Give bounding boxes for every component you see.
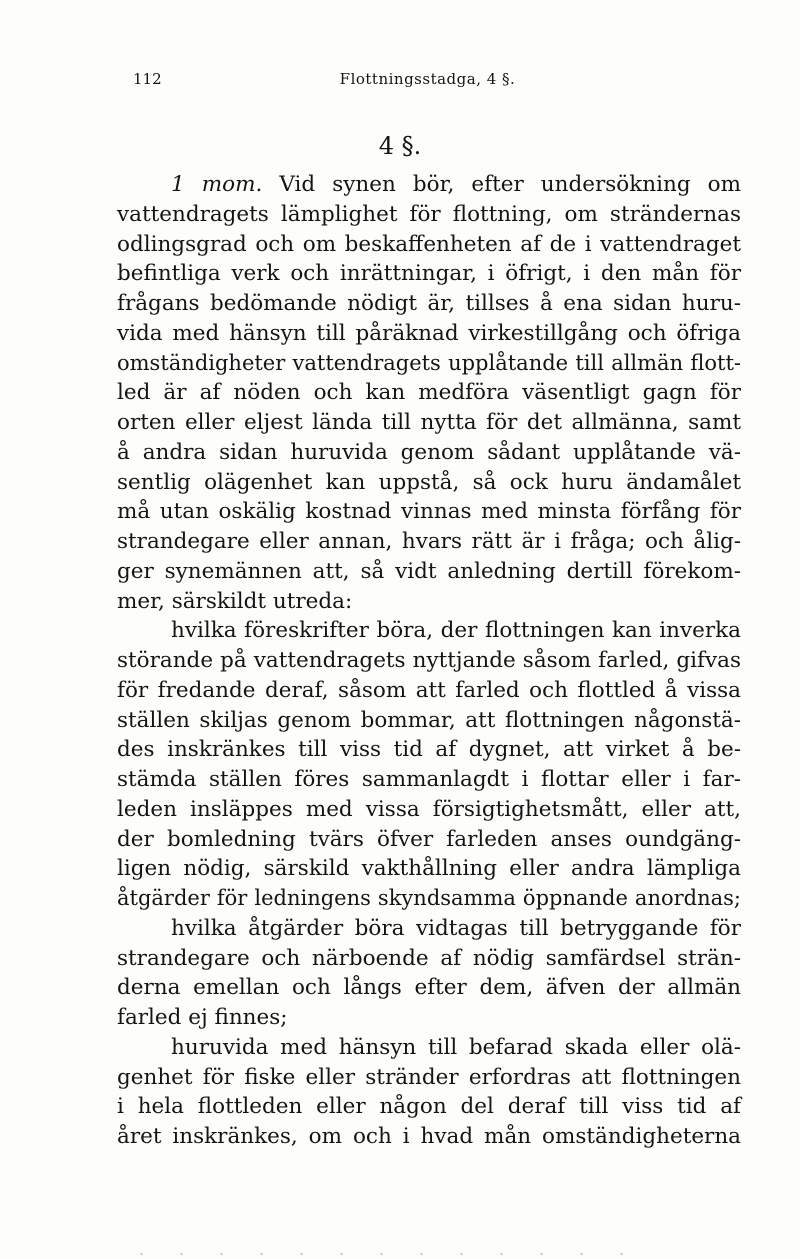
running-header (115, 70, 740, 94)
text-line: störande på vattendragets nyttjande såsom farled, gifvas (117, 648, 741, 673)
text-line: året inskränkes, om och i hvad mån omständigheterna (117, 1124, 741, 1149)
running-title: Flottningsstadga, 4 §. (339, 70, 516, 88)
text-line: farled ej finnes; (117, 1005, 288, 1030)
text-line: ligen nödig, särskild vakthållning eller andra lämpliga (117, 856, 741, 882)
text-line: genhet för fiske eller stränder erfordras att flottningen (117, 1064, 741, 1090)
text-line: huruvida med hänsyn till befarad skada eller olä- (171, 1034, 741, 1060)
text-line: hvilka föreskrifter böra, der flottningen kan inverka (171, 618, 741, 644)
text-line: å andra sidan huruvida genom sådant upplåtande vä- (117, 439, 741, 465)
text-line: stämda ställen föres sammanlagdt i flottar eller i far- (117, 767, 741, 792)
text-line: orten eller eljest lända till nytta för det allmänna, samt (117, 410, 741, 435)
moment-label: 1 mom. (171, 172, 263, 197)
text-line: frågans bedömande nödigt är, tillses å ena sidan huru- (117, 291, 741, 316)
body-text (117, 170, 741, 1152)
text-line: leden insläppes med vissa försigtighetsmått, eller att, (117, 796, 741, 822)
text-line: mer, särskildt utreda: (117, 588, 353, 614)
section-heading: 4 §. (378, 132, 422, 160)
text-line: för fredande deraf, såsom att farled och flottled å vissa (117, 677, 741, 703)
text-line (117, 170, 741, 200)
text-line: led är af nöden och kan medföra väsentligt gagn för (117, 380, 741, 406)
text-line: derna emellan och långs efter dem, äfven der allmän (117, 975, 741, 1001)
text-line: vattendragets lämplighet för flottning, om strändernas (117, 201, 741, 227)
text-line: må utan oskälig kostnad vinnas med minsta förfång för (117, 499, 741, 525)
text-line: vida med hänsyn till påräknad virkestillgång och öfriga (117, 320, 741, 346)
text-line: ställen skiljas genom bommar, att flottningen någonstä- (117, 707, 741, 733)
text-line: sentlig olägenhet kan uppstå, så ock huru ändamålet (117, 469, 741, 495)
text-line: strandegare och närboende af nödig samfärdsel strän- (117, 945, 741, 971)
text-line: der bomledning tvärs öfver farleden anses oundgäng- (117, 826, 741, 852)
page-number: 112 (133, 70, 162, 88)
text-line: strandegare eller annan, hvars rätt är i fråga; och ålig- (117, 529, 741, 554)
scan-artifact (140, 1253, 660, 1255)
text-line: ger synemännen att, så vidt anledning dertill förekom- (117, 558, 741, 584)
text-line: i hela flottleden eller någon del deraf till viss tid af (117, 1094, 741, 1120)
text-line: hvilka åtgärder böra vidtagas till betryggande för (171, 915, 741, 941)
text-line: åtgärder för ledningens skyndsamma öppnande anordnas; (117, 886, 741, 910)
text-line: omständigheter vattendragets upplåtande till allmän flott- (117, 350, 741, 375)
text-line: des inskränkes till viss tid af dygnet, att virket å be- (117, 737, 741, 763)
text-line-content: Vid synen bör, efter undersökning om (279, 172, 741, 197)
text-line: odlingsgrad och om beskaffenheten af de i vattendraget (117, 231, 741, 257)
text-line: befintliga verk och inrättningar, i öfrigt, i den mån för (117, 261, 741, 287)
